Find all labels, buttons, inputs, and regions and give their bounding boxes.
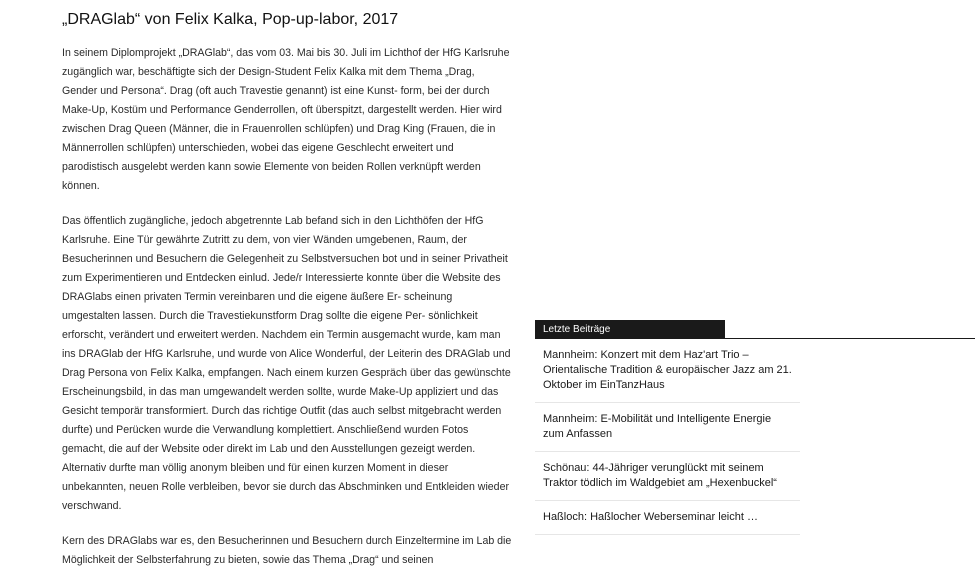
recent-posts-header (535, 320, 725, 339)
list-item (535, 403, 800, 452)
sidebar (535, 320, 800, 535)
recent-post-link[interactable]: Haßloch: Haßlocher Weberseminar leicht … (543, 511, 758, 523)
recent-post-link[interactable]: Schönau: 44-Jähriger verunglückt mit seinem Traktor tödlich im Waldgebiet am „Hexenbuckel“ (543, 462, 777, 489)
article-title: „DRAGlab“ von Felix Kalka, Pop-up-labor, 2017 (62, 11, 399, 28)
recent-posts-title: Letzte Beiträge (543, 324, 611, 335)
article-paragraph-2: Das öffentlich zugängliche, jedoch abgetrennte Lab befand sich in den Lichthöfen der HfG Karlsruhe. Eine Tür gewährte Zutritt zu dem, von vier Wänden umgebenen, Raum, der Besucherinnen und Besuchern die Gelegenheit zu Selbstversuchen bot und in seiner Privatheit zum Experimentieren und Entdecken einlud. Jede/r Interessierte konnte über die Website des DRAGlabs einen privaten Termin vereinbaren und die eigene äußere Er- scheinung umgestalten lassen. Durch die Travestiekunstform Drag sollte die eigene Per- sönlichkeit erforscht, verändert und erweitert werden. Nachdem ein Termin ausgemacht wurde, kam man ins DRAGlab der HfG Karlsruhe, und wurde von Alice Wonderful, der Leiterin des DRAGlab und Drag Persona von Felix Kalka, empfangen. Nach einem kurzen Gespräch über das gewünschte Erscheinungsbild, in das man umgewandelt werden sollte, wurde Make-Up appliziert und das Gesicht temporär transformiert. Durch das richtige Outfit (das auch selbst mitgebracht werden durfte) und Perücken wurde die Verwandlung komplettiert. Anschließend wurden Fotos gemacht, die auf der Website oder direkt im Lab und den Ausstellungen gezeigt werden. Alternativ durfte man völlig anonym bleiben und für einen kurzen Moment in dieser unbekannten, neuen Rolle verbleiben, bevor sie durch das Abschminken und Entkleiden wieder verschwand. (62, 215, 511, 512)
article-paragraph-3: Kern des DRAGlabs war es, den Besucherinnen und Besuchern durch Einzeltermine im Lab die Möglichkeit der Selbsterfahrung zu bieten, sowie das Thema „Drag“ und seinen (62, 535, 512, 566)
article-paragraph-1: In seinem Diplomprojekt „DRAGlab“, das vom 03. Mai bis 30. Juli im Lichthof der HfG Karlsruhe zugänglich war, beschäftigte sich der Design-Student Felix Kalka mit dem Thema „Drag, Gender und Persona“. Drag (oft auch Travestie genannt) ist eine Kunst- form, bei der durch Make-Up, Kostüm und Performance Genderrollen, oft überspitzt, dargestellt werden. Hier wird zwischen Drag Queen (Männer, die in Frauenrollen schlüpfen) und Drag King (Frauen, die in Männerrollen schlüpfen) unterschieden, wobei das eigene Geschlecht erweitert und parodistisch ausgelebt werden kann sowie Elemente von beiden Rollen verknüpft werden können. (62, 47, 510, 192)
recent-post-link[interactable]: Mannheim: E-Mobilität und Intelligente Energie zum Anfassen (543, 413, 772, 440)
list-item (535, 339, 800, 403)
list-item (535, 452, 800, 501)
list-item (535, 501, 800, 535)
article (62, 10, 512, 586)
recent-post-link[interactable]: Mannheim: Konzert mit dem Haz'art Trio – Orientalische Tradition & europäischer Jazz am 21. Oktober im EinTanzHaus (543, 349, 792, 391)
recent-posts-list (535, 339, 800, 535)
